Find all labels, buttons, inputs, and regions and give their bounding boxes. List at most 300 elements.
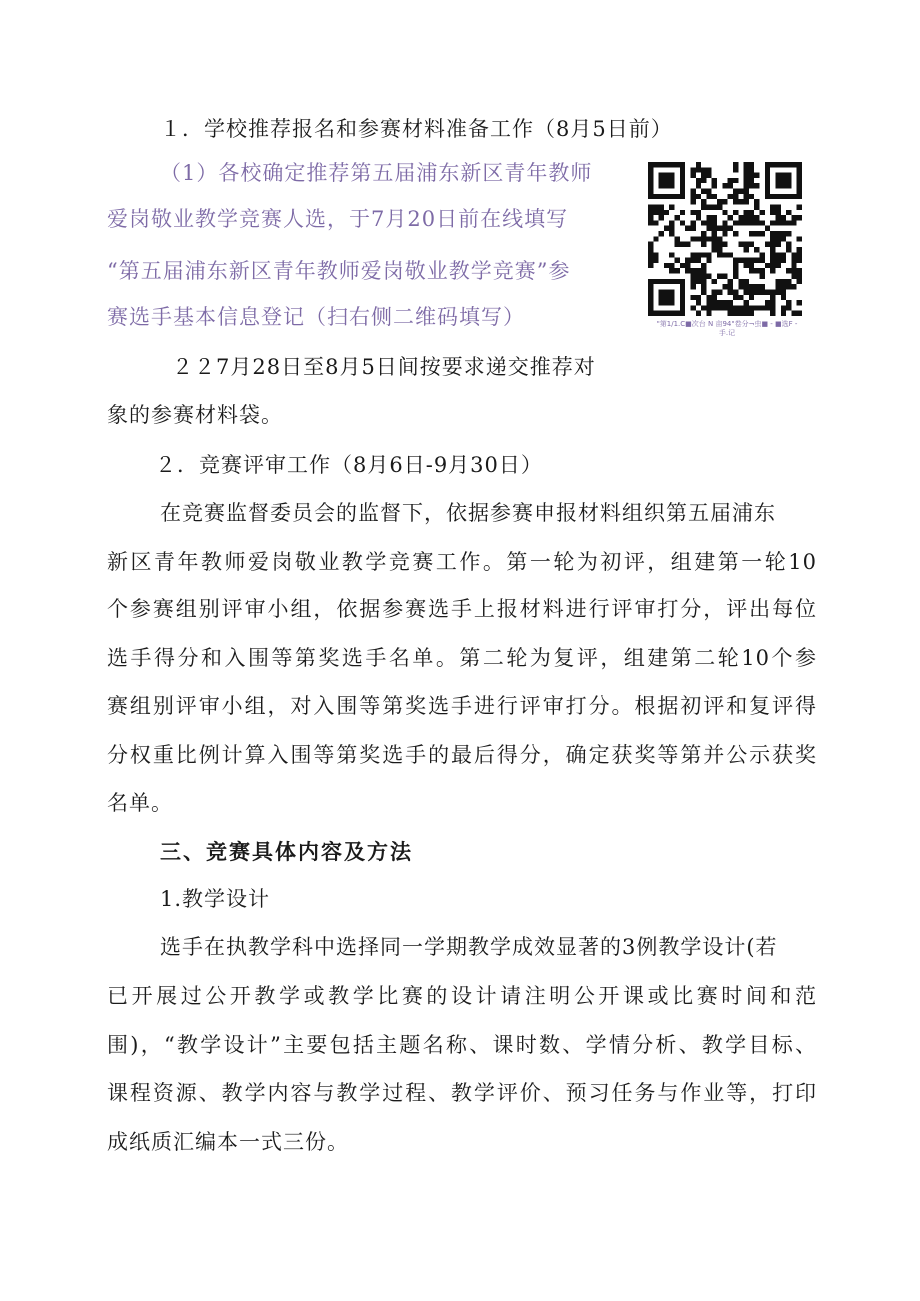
qr-module — [781, 231, 786, 236]
qr-module — [733, 274, 738, 279]
qr-module — [775, 242, 780, 247]
qr-finder-inner — [659, 173, 675, 189]
qr-module — [781, 311, 786, 316]
qr-module — [659, 210, 664, 215]
qr-module — [648, 263, 653, 268]
qr-module — [733, 263, 738, 268]
qr-module — [775, 204, 780, 209]
qr-module — [749, 263, 754, 268]
qr-module — [690, 220, 695, 225]
qr-module — [797, 236, 802, 241]
qr-module — [754, 173, 759, 178]
qr-module — [744, 167, 749, 172]
qr-module — [781, 279, 786, 284]
qr-module — [648, 247, 653, 252]
qr-module — [791, 220, 796, 225]
qr-module — [754, 268, 759, 273]
qr-module — [791, 274, 796, 279]
qr-module — [696, 274, 701, 279]
qr-module — [770, 300, 775, 305]
qr-module — [781, 236, 786, 241]
qr-module — [749, 173, 754, 178]
qr-module — [664, 226, 669, 231]
qr-module — [760, 252, 765, 257]
qr-module — [744, 215, 749, 220]
qr-module — [717, 226, 722, 231]
qr-module — [680, 220, 685, 225]
qr-module — [760, 274, 765, 279]
qr-module — [786, 305, 791, 310]
qr-module — [775, 210, 780, 215]
qr-module — [765, 242, 770, 247]
qr-module — [717, 242, 722, 247]
qr-module — [733, 220, 738, 225]
qr-module — [701, 204, 706, 209]
qr-module — [722, 305, 727, 310]
qr-module — [760, 289, 765, 294]
qr-module — [791, 258, 796, 263]
qr-module — [728, 183, 733, 188]
qr-module — [760, 231, 765, 236]
qr-module — [712, 220, 717, 225]
qr-module — [653, 236, 658, 241]
qr-module — [733, 210, 738, 215]
qr-module — [733, 162, 738, 167]
qr-module — [770, 252, 775, 257]
qr-module — [696, 210, 701, 215]
qr-module — [765, 289, 770, 294]
qr-module — [669, 252, 674, 257]
qr-module — [744, 300, 749, 305]
qr-module — [770, 263, 775, 268]
qr-module — [765, 263, 770, 268]
section-item-2-heading: ２．竞赛评审工作（8月6日-9月30日） — [155, 453, 543, 477]
qr-module — [728, 279, 733, 284]
qr-module — [706, 194, 711, 199]
qr-module — [738, 189, 743, 194]
qr-module — [717, 204, 722, 209]
qr-module — [701, 189, 706, 194]
qr-module — [786, 279, 791, 284]
qr-module — [770, 220, 775, 225]
qr-module — [744, 162, 749, 167]
qr-module — [680, 210, 685, 215]
qr-module — [765, 226, 770, 231]
qr-module — [738, 199, 743, 204]
qr-module — [722, 300, 727, 305]
qr-module — [696, 215, 701, 220]
qr-module — [797, 215, 802, 220]
qr-module — [791, 215, 796, 220]
paragraph-line: 选手得分和入围等第奖选手名单。第二轮为复评，组建第二轮10个参 — [107, 646, 817, 670]
qr-module — [738, 242, 743, 247]
qr-module — [690, 279, 695, 284]
paragraph-line: 象的参赛材料袋。 — [107, 403, 283, 427]
qr-module — [797, 252, 802, 257]
qr-module — [733, 311, 738, 316]
qr-module — [770, 289, 775, 294]
qr-module — [728, 252, 733, 257]
qr-module — [690, 236, 695, 241]
qr-module — [696, 194, 701, 199]
qr-module — [775, 252, 780, 257]
qr-module — [675, 236, 680, 241]
qr-module — [738, 220, 743, 225]
qr-module — [696, 183, 701, 188]
qr-module — [690, 189, 695, 194]
qr-module — [744, 242, 749, 247]
qr-module — [781, 289, 786, 294]
qr-module — [706, 305, 711, 310]
qr-module — [797, 274, 802, 279]
qr-caption: "第1/1.C■次台 N 亩94"卷分¬虫■ - ■选F - 手.记 — [656, 320, 798, 337]
qr-module — [680, 242, 685, 247]
qr-module — [754, 247, 759, 252]
qr-module — [706, 295, 711, 300]
qr-module — [717, 300, 722, 305]
qr-module — [648, 220, 653, 225]
qr-module — [701, 279, 706, 284]
qr-module — [775, 258, 780, 263]
qr-module — [690, 199, 695, 204]
qr-module — [775, 231, 780, 236]
qr-module — [738, 279, 743, 284]
qr-module — [712, 279, 717, 284]
qr-module — [754, 258, 759, 263]
qr-module — [781, 220, 786, 225]
qr-module — [659, 215, 664, 220]
qr-module — [733, 268, 738, 273]
qr-module — [675, 242, 680, 247]
qr-module — [728, 311, 733, 316]
qr-module — [696, 268, 701, 273]
qr-module — [712, 247, 717, 252]
qr-module — [733, 178, 738, 183]
qr-module — [712, 226, 717, 231]
qr-module — [669, 226, 674, 231]
paragraph-line: “第五届浦东新区青年教师爱岗敬业教学竞赛”参 — [107, 259, 571, 283]
qr-module — [749, 167, 754, 172]
qr-module — [653, 258, 658, 263]
qr-module — [744, 210, 749, 215]
qr-module — [775, 236, 780, 241]
qr-module — [712, 204, 717, 209]
qr-module — [706, 274, 711, 279]
paragraph-line: 课程资源、教学内容与教学过程、教学评价、预习任务与作业等，打印 — [107, 1081, 817, 1105]
qr-module — [786, 247, 791, 252]
qr-module — [770, 236, 775, 241]
qr-module — [760, 305, 765, 310]
qr-module — [749, 215, 754, 220]
qr-module — [690, 167, 695, 172]
qr-module — [733, 231, 738, 236]
qr-module — [749, 220, 754, 225]
qr-module — [653, 220, 658, 225]
qr-module — [696, 252, 701, 257]
qr-module — [685, 226, 690, 231]
qr-module — [701, 167, 706, 172]
qr-module — [685, 242, 690, 247]
qr-module — [690, 258, 695, 263]
qr-module — [717, 247, 722, 252]
qr-module — [696, 300, 701, 305]
qr-module — [717, 305, 722, 310]
qr-module — [744, 189, 749, 194]
qr-module — [760, 268, 765, 273]
qr-module — [728, 284, 733, 289]
qr-module — [749, 162, 754, 167]
qr-module — [712, 300, 717, 305]
qr-module — [770, 311, 775, 316]
paragraph-line: 成纸质汇编本一式三份。 — [107, 1130, 349, 1154]
qr-module — [696, 311, 701, 316]
qr-module — [797, 279, 802, 284]
qr-module — [775, 279, 780, 284]
qr-module — [749, 242, 754, 247]
qr-module — [690, 305, 695, 310]
qr-module — [786, 210, 791, 215]
paragraph-line: 已开展过公开教学或教学比赛的设计请注明公开课或比赛时间和范 — [107, 984, 817, 1008]
qr-module — [706, 252, 711, 257]
paragraph-line: 新区青年教师爱岗敬业教学竞赛工作。第一轮为初评，组建第一轮10 — [107, 550, 817, 574]
qr-module — [701, 178, 706, 183]
qr-module — [701, 305, 706, 310]
qr-code-image — [648, 162, 802, 316]
qr-module — [781, 284, 786, 289]
qr-module — [690, 274, 695, 279]
qr-module — [717, 252, 722, 257]
qr-module — [744, 199, 749, 204]
qr-module — [738, 215, 743, 220]
qr-module — [712, 295, 717, 300]
qr-module — [675, 258, 680, 263]
qr-module — [696, 279, 701, 284]
qr-module — [659, 204, 664, 209]
qr-module — [754, 204, 759, 209]
qr-module — [786, 284, 791, 289]
qr-module — [648, 258, 653, 263]
qr-finder-inner — [775, 173, 791, 189]
qr-module — [722, 284, 727, 289]
qr-module — [749, 194, 754, 199]
qr-module — [781, 295, 786, 300]
qr-module — [690, 226, 695, 231]
qr-module — [775, 215, 780, 220]
qr-module — [744, 173, 749, 178]
section-item-1-heading: １．学校推荐报名和参赛材料准备工作（8月5日前） — [160, 117, 673, 141]
qr-module — [749, 268, 754, 273]
qr-module — [754, 231, 759, 236]
qr-module — [770, 295, 775, 300]
qr-module — [781, 215, 786, 220]
qr-module — [696, 178, 701, 183]
qr-module — [749, 289, 754, 294]
qr-module — [712, 236, 717, 241]
qr-module — [733, 289, 738, 294]
qr-module — [754, 305, 759, 310]
qr-module — [781, 305, 786, 310]
qr-module — [712, 215, 717, 220]
paragraph-line: 赛组别评审小组，对入围等第奖选手进行评审打分。根据初评和复评得 — [107, 694, 817, 718]
qr-module — [669, 263, 674, 268]
qr-module — [669, 231, 674, 236]
qr-module — [653, 252, 658, 257]
qr-module — [690, 194, 695, 199]
qr-module — [722, 252, 727, 257]
qr-module — [690, 210, 695, 215]
qr-module — [738, 295, 743, 300]
qr-module — [722, 242, 727, 247]
qr-module — [669, 268, 674, 273]
qr-module — [770, 231, 775, 236]
qr-module — [717, 289, 722, 294]
qr-module — [690, 268, 695, 273]
qr-module — [706, 167, 711, 172]
qr-module — [744, 194, 749, 199]
qr-module — [706, 300, 711, 305]
qr-module — [786, 231, 791, 236]
qr-module — [685, 258, 690, 263]
qr-module — [781, 258, 786, 263]
qr-module — [775, 289, 780, 294]
qr-module — [701, 173, 706, 178]
qr-module — [738, 305, 743, 310]
qr-module — [690, 173, 695, 178]
qr-module — [728, 226, 733, 231]
qr-module — [675, 268, 680, 273]
qr-module — [754, 284, 759, 289]
qr-module — [786, 300, 791, 305]
qr-module — [659, 231, 664, 236]
qr-module — [744, 279, 749, 284]
qr-module — [685, 263, 690, 268]
paragraph-line: （1）各校确定推荐第五届浦东新区青年教师 — [160, 161, 593, 185]
qr-module — [696, 295, 701, 300]
qr-module — [664, 210, 669, 215]
qr-module — [754, 183, 759, 188]
qr-module — [770, 247, 775, 252]
qr-module — [701, 231, 706, 236]
qr-module — [722, 199, 727, 204]
qr-module — [701, 252, 706, 257]
qr-module — [744, 289, 749, 294]
qr-module — [722, 183, 727, 188]
qr-module — [770, 204, 775, 209]
qr-module — [733, 194, 738, 199]
qr-module — [791, 252, 796, 257]
qr-module — [722, 274, 727, 279]
qr-module — [701, 236, 706, 241]
qr-module — [648, 210, 653, 215]
qr-module — [754, 220, 759, 225]
qr-module — [712, 183, 717, 188]
qr-module — [728, 194, 733, 199]
paragraph-line: 爱岗敬业教学竞赛人选，于7月20日前在线填写 — [107, 207, 569, 231]
qr-module — [680, 263, 685, 268]
qr-module — [791, 268, 796, 273]
qr-module — [738, 258, 743, 263]
qr-module — [770, 268, 775, 273]
paragraph-line: ２２7月28日至8月5日间按要求递交推荐对 — [172, 355, 596, 379]
qr-module — [749, 210, 754, 215]
qr-module — [706, 189, 711, 194]
qr-module — [738, 311, 743, 316]
qr-module — [701, 284, 706, 289]
qr-module — [706, 204, 711, 209]
qr-module — [797, 204, 802, 209]
qr-module — [701, 199, 706, 204]
qr-module — [696, 258, 701, 263]
qr-module — [664, 263, 669, 268]
qr-module — [701, 220, 706, 225]
qr-module — [728, 178, 733, 183]
qr-module — [648, 242, 653, 247]
qr-module — [728, 289, 733, 294]
qr-module — [760, 258, 765, 263]
qr-module — [722, 220, 727, 225]
qr-module — [744, 258, 749, 263]
paragraph-line: 围)，“教学设计”主要包括主题名称、课时数、学情分析、教学目标、 — [107, 1033, 817, 1057]
qr-module — [765, 305, 770, 310]
qr-module — [786, 220, 791, 225]
qr-module — [653, 210, 658, 215]
qr-module — [765, 300, 770, 305]
qr-module — [712, 178, 717, 183]
qr-module — [669, 204, 674, 209]
qr-module — [706, 215, 711, 220]
qr-module — [675, 215, 680, 220]
qr-module — [696, 236, 701, 241]
qr-module — [749, 305, 754, 310]
qr-module — [706, 236, 711, 241]
qr-module — [706, 311, 711, 316]
qr-module — [733, 167, 738, 172]
qr-module — [648, 215, 653, 220]
qr-module — [712, 289, 717, 294]
qr-module — [728, 300, 733, 305]
qr-module — [797, 258, 802, 263]
qr-module — [749, 295, 754, 300]
qr-module — [754, 289, 759, 294]
qr-module — [733, 305, 738, 310]
qr-module — [690, 284, 695, 289]
qr-module — [770, 258, 775, 263]
qr-module — [648, 204, 653, 209]
qr-module — [770, 242, 775, 247]
qr-module — [760, 210, 765, 215]
qr-module — [706, 258, 711, 263]
qr-module — [749, 178, 754, 183]
qr-module — [669, 220, 674, 225]
section-3-heading: 三、竞赛具体内容及方法 — [160, 840, 413, 864]
qr-module — [701, 268, 706, 273]
subsection-heading: 1.教学设计 — [160, 887, 271, 911]
qr-module — [701, 242, 706, 247]
qr-module — [754, 215, 759, 220]
qr-module — [797, 268, 802, 273]
qr-module — [797, 247, 802, 252]
qr-module — [717, 199, 722, 204]
qr-module — [749, 311, 754, 316]
qr-module — [690, 295, 695, 300]
qr-module — [685, 268, 690, 273]
qr-module — [733, 199, 738, 204]
qr-module — [722, 210, 727, 215]
qr-module — [733, 258, 738, 263]
qr-module — [744, 311, 749, 316]
qr-module — [696, 162, 701, 167]
qr-module — [744, 247, 749, 252]
